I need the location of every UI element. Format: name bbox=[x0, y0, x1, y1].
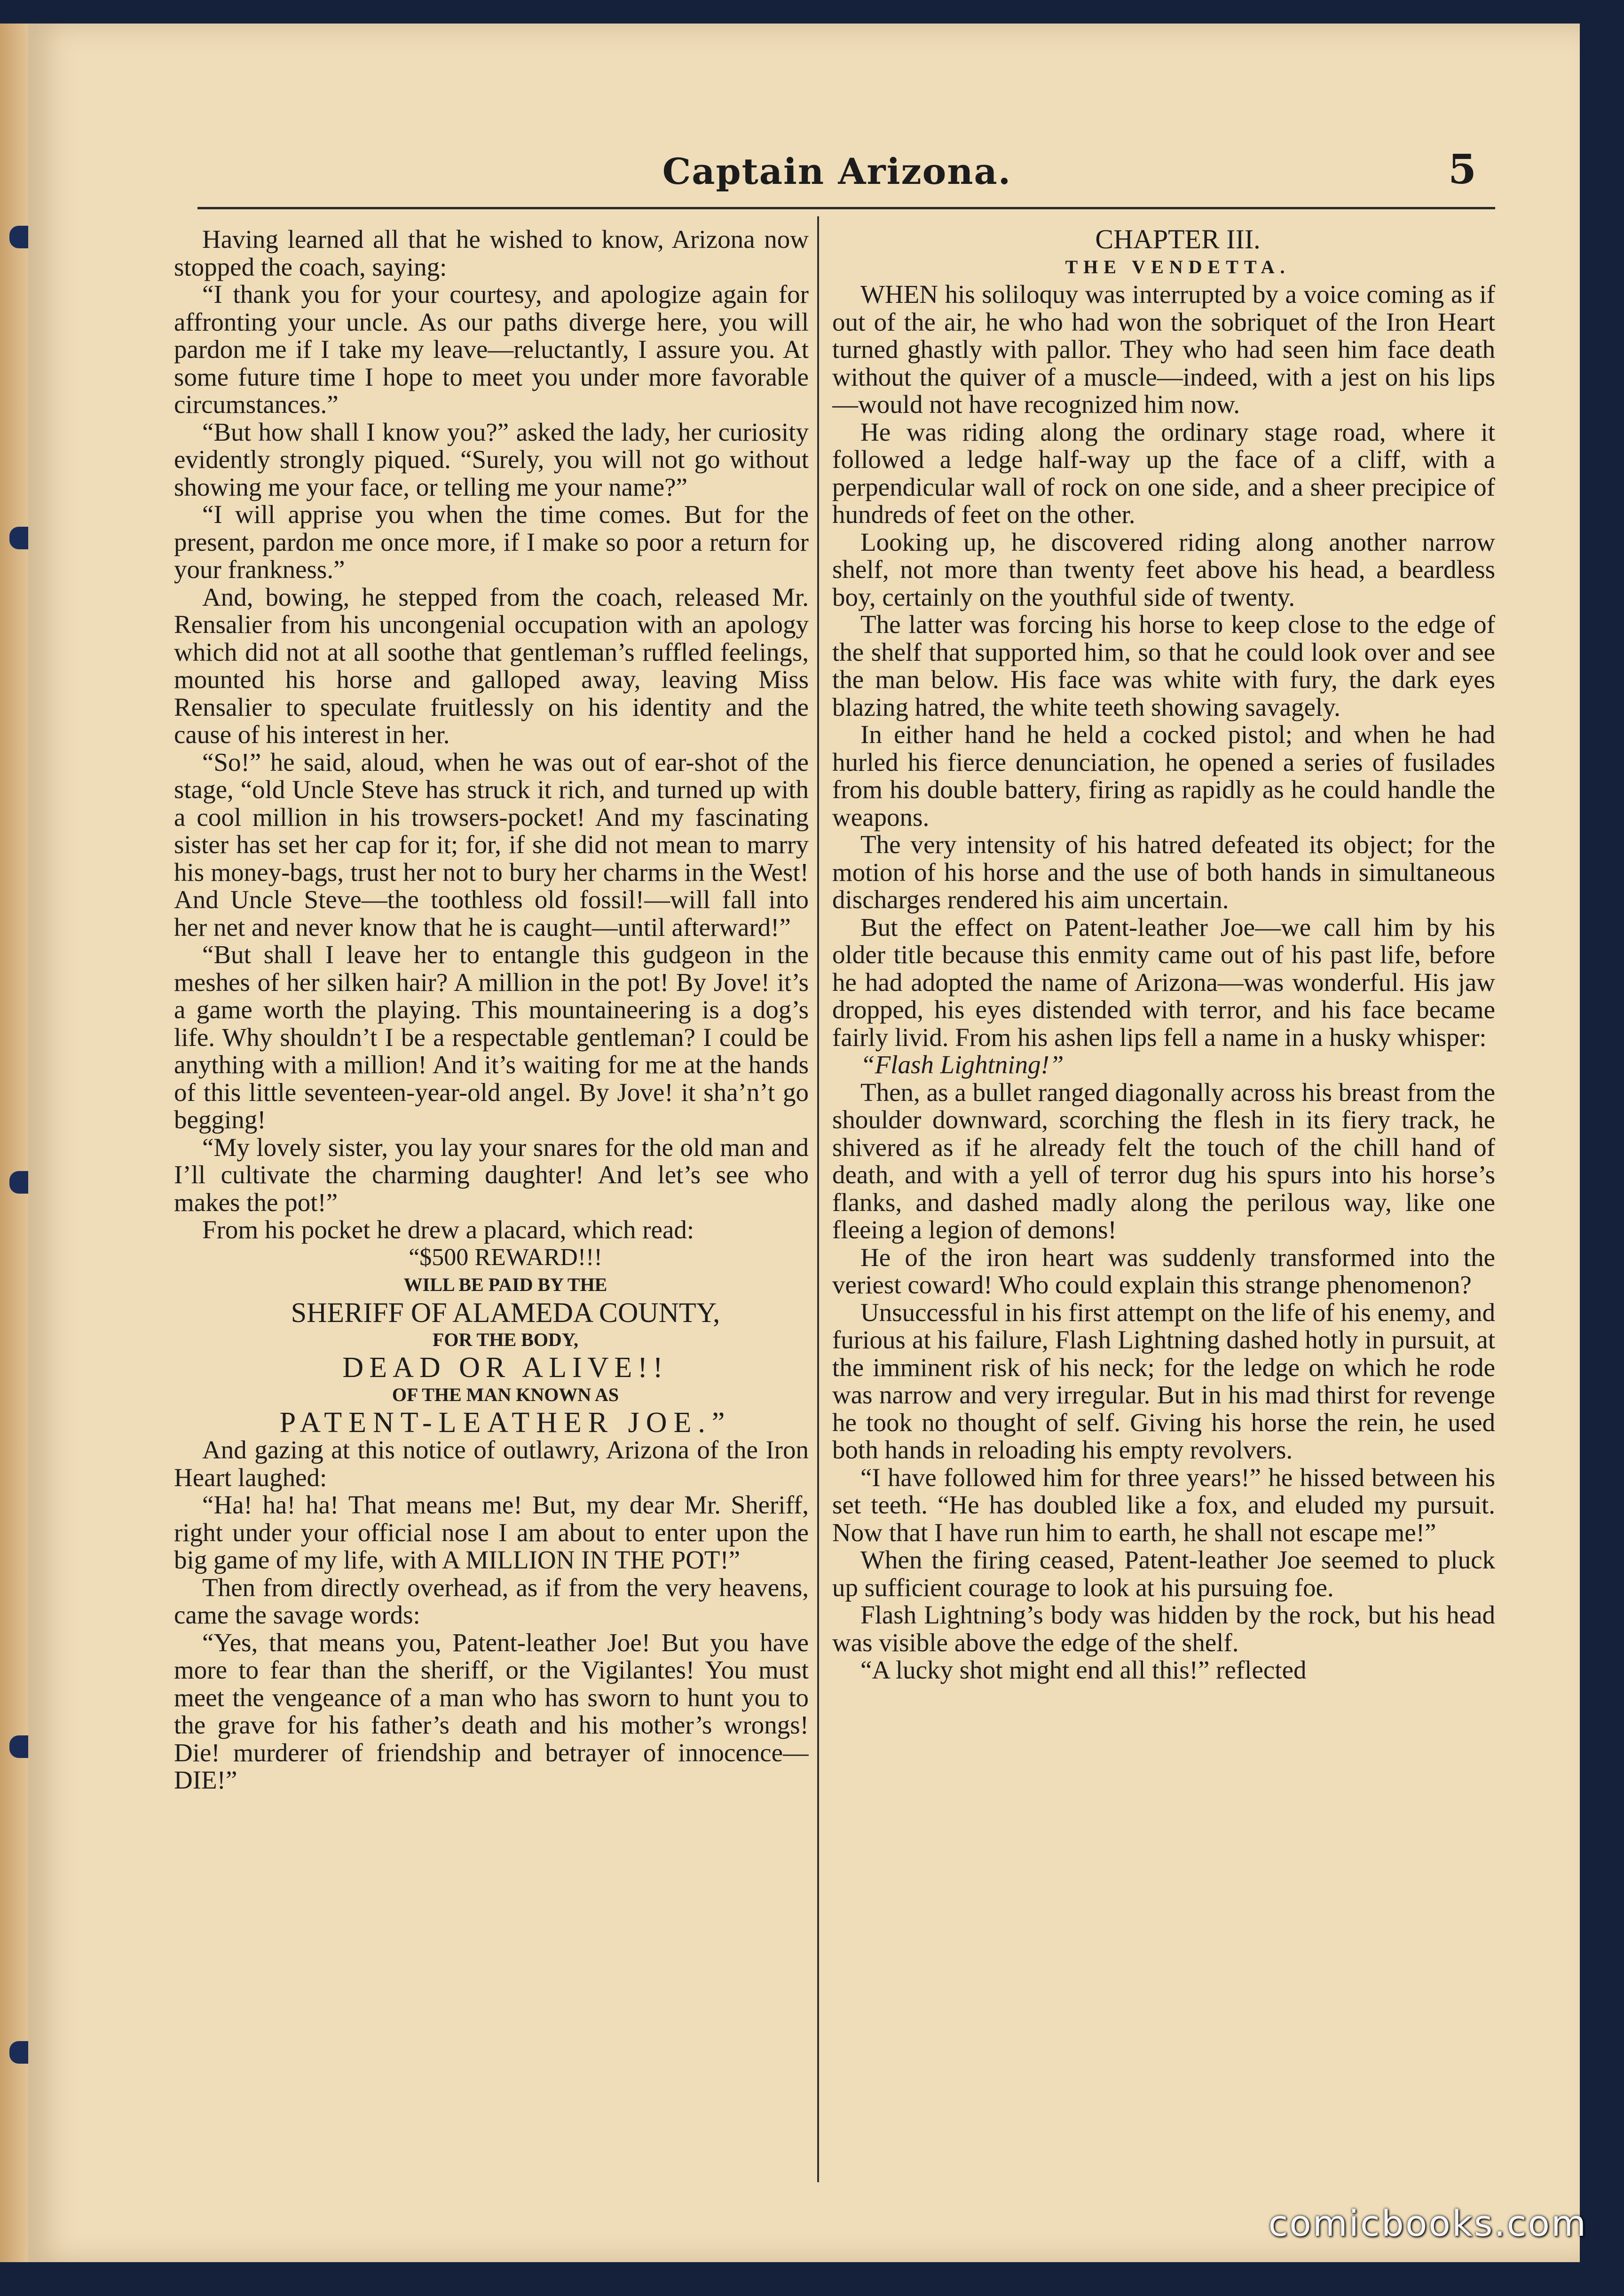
page-number: 5 bbox=[1448, 146, 1476, 193]
watermark: comicbooks.com bbox=[1268, 2202, 1587, 2244]
paragraph: “So!” he said, aloud, when he was out of ear-shot of the stage, “old Uncle Steve has struck it rich, and turned up with a cool million in his trowsers-pocket! And my fascinating sister has set her cap for it; for, if she did not mean to marry his money-bags, trust her not to bury her charms in the West! And Uncle Steve—the toothless old fossil!—will fall into her net and never know that he is caught—until afterward!” bbox=[174, 747, 809, 942]
column-divider bbox=[817, 216, 819, 2182]
page-header bbox=[197, 141, 1476, 207]
paragraph: WHEN his soliloquy was interrupted by a voice coming as if out of the air, he who had won the sobriquet of the Iron Heart turned ghastly with pallor. They who had seen him face death without the quiver of a muscle—indeed, with a jest on his lips—would not have recognized him now. bbox=[832, 280, 1495, 419]
paragraph: Then from directly overhead, as if from the very heavens, came the savage words: bbox=[174, 1573, 809, 1629]
reward-notice bbox=[174, 1244, 809, 1437]
right-column bbox=[832, 226, 1495, 2201]
paragraph: Having learned all that he wished to know, Arizona now stopped the coach, saying: bbox=[174, 226, 809, 281]
paragraph: “But shall I leave her to entangle this gudgeon in the meshes of her silken hair? A million in the pot! By Jove! it’s a game worth the playing. This mountaineering is a dog’s life. Why shouldn’t I be a respectable gentleman? I could be anything with a million! And it’s waiting for me at the hands of this little seventeen-year-old angel. By Jove! it sha’n’t go begging! bbox=[174, 940, 809, 1134]
paragraph: “I have followed him for three years!” he hissed between his set teeth. “He has doubled like a fox, and eluded my pursuit. Now that I have run him to earth, he shall not escape me!” bbox=[832, 1463, 1495, 1547]
paragraph: The latter was forcing his horse to keep close to the edge of the shelf that supported him, so that he could look over and see the man below. His face was white with fury, the dark eyes blazing hatred, the white teeth showing savagely. bbox=[832, 610, 1495, 721]
paragraph: “A lucky shot might end all this!” reflected bbox=[860, 1655, 1307, 1684]
paragraph: But the effect on Patent-leather Joe—we call him by his older title because this enmity came out of his past life, before he had adopted the name of Arizona—was wonderful. His jaw dropped, his eyes distended with terror, and his face became fairly livid. From his ashen lips fell a name in a husky whisper: bbox=[832, 912, 1495, 1052]
paragraph: “Yes, that means you, Patent-leather Joe! But you have more to fear than the sheriff, or the Vigilantes! You must meet the vengeance of a man who has sworn to hunt you to the grave for his father’s death and his mother’s wrongs! Die! murderer of friendship and betrayer of innocence—DIE!” bbox=[174, 1628, 809, 1794]
paragraph: “I will apprise you when the time comes. But for the present, pardon me once more, if I make so poor a return for your frankness.” bbox=[174, 500, 809, 584]
paragraph: Then, as a bullet ranged diagonally across his breast from the shoulder downward, scorching the flesh in its fiery track, he shivered as if he already felt the touch of the chill hand of death, and with a yell of terror dug his spurs into his horse’s flanks, and dashed madly along the perilous way, like one fleeing a legion of demons! bbox=[832, 1077, 1495, 1244]
paragraph: When the firing ceased, Patent-leather Joe seemed to pluck up sufficient courage to look at his pursuing foe. bbox=[832, 1545, 1495, 1602]
paragraph: From his pocket he drew a placard, which read: bbox=[202, 1215, 694, 1244]
paragraph: “Ha! ha! ha! That means me! But, my dear Mr. Sheriff, right under your official nose I am about to enter upon the big game of my life, with A MILLION IN THE POT!” bbox=[174, 1490, 809, 1574]
paragraph: He was riding along the ordinary stage road, where it followed a ledge half-way up the face of a cliff, with a perpendicular wall of rock on one side, and a sheer precipice of hundreds of feet on the other. bbox=[832, 417, 1495, 529]
paragraph: “But how shall I know you?” asked the lady, her curiosity evidently strongly piqued. “Surely, you will not go without showing me your face, or telling me your name?” bbox=[174, 417, 809, 501]
notice-line: DEAD OR ALIVE!! bbox=[342, 1351, 669, 1384]
header-rule bbox=[197, 207, 1495, 209]
paragraph: Unsuccessful in his first attempt on the life of his enemy, and furious at his failure, Flash Lightning dashed hotly in pursuit, at the imminent risk of his neck; for the ledge on which he rode was narrow and very irregular. But in his mad thirst for revenge he took no thought of self. Giving his horse the rein, he used both hands in reloading his empty revolvers. bbox=[832, 1298, 1495, 1464]
notice-line: OF THE MAN KNOWN AS bbox=[392, 1384, 619, 1405]
paragraph: The very intensity of his hatred defeated its object; for the motion of his horse and the use of both hands in simultaneous discharges rendered his aim uncertain. bbox=[832, 830, 1495, 914]
paragraph: “Flash Lightning!” bbox=[860, 1050, 1064, 1079]
paragraph: “My lovely sister, you lay your snares for the old man and I’ll cultivate the charming daughter! And let’s see who makes the pot!” bbox=[174, 1132, 809, 1217]
paragraph: Looking up, he discovered riding along another narrow shelf, not more than twenty feet above his head, a beardless boy, certainly on the youthful side of twenty. bbox=[832, 527, 1495, 611]
notice-line: FOR THE BODY, bbox=[432, 1329, 579, 1350]
notice-line: WILL BE PAID BY THE bbox=[403, 1274, 607, 1295]
notice-line: “$500 REWARD!!! bbox=[409, 1243, 602, 1271]
running-title: Captain Arizona. bbox=[662, 150, 1012, 192]
chapter-heading: CHAPTER III. bbox=[1095, 226, 1261, 254]
paragraph: In either hand he held a cocked pistol; and when he had hurled his fierce denunciation, he opened a series of fusilades from his double battery, firing as rapidly as he could handle the weapons. bbox=[832, 720, 1495, 831]
paragraph: And gazing at this notice of outlawry, Arizona of the Iron Heart laughed: bbox=[174, 1435, 809, 1492]
paragraph: “I thank you for your courtesy, and apologize again for affronting your uncle. As our paths diverge here, you will pardon me if I take my leave—reluctantly, I assure you. At some future time I hope to meet you under more favorable circumstances.” bbox=[174, 280, 809, 419]
notice-line: PATENT-LEATHER JOE.” bbox=[279, 1406, 732, 1439]
left-column bbox=[174, 226, 809, 2201]
paragraph: Flash Lightning’s body was hidden by the rock, but his head was visible above the edge of the shelf. bbox=[832, 1600, 1495, 1657]
chapter-title: THE VENDETTA. bbox=[1065, 256, 1291, 277]
paragraph: And, bowing, he stepped from the coach, released Mr. Rensalier from his uncongenial occupation with an apology which did not at all soothe that gentleman’s ruffled feelings, mounted his horse and galloped away, leaving Miss Rensalier to speculate fruitlessly on his identity and the cause of his interest in her. bbox=[174, 582, 809, 749]
notice-line: SHERIFF OF ALAMEDA COUNTY, bbox=[291, 1297, 720, 1328]
paragraph: He of the iron heart was suddenly transformed into the veriest coward! Who could explain this strange phenomenon? bbox=[832, 1243, 1495, 1299]
